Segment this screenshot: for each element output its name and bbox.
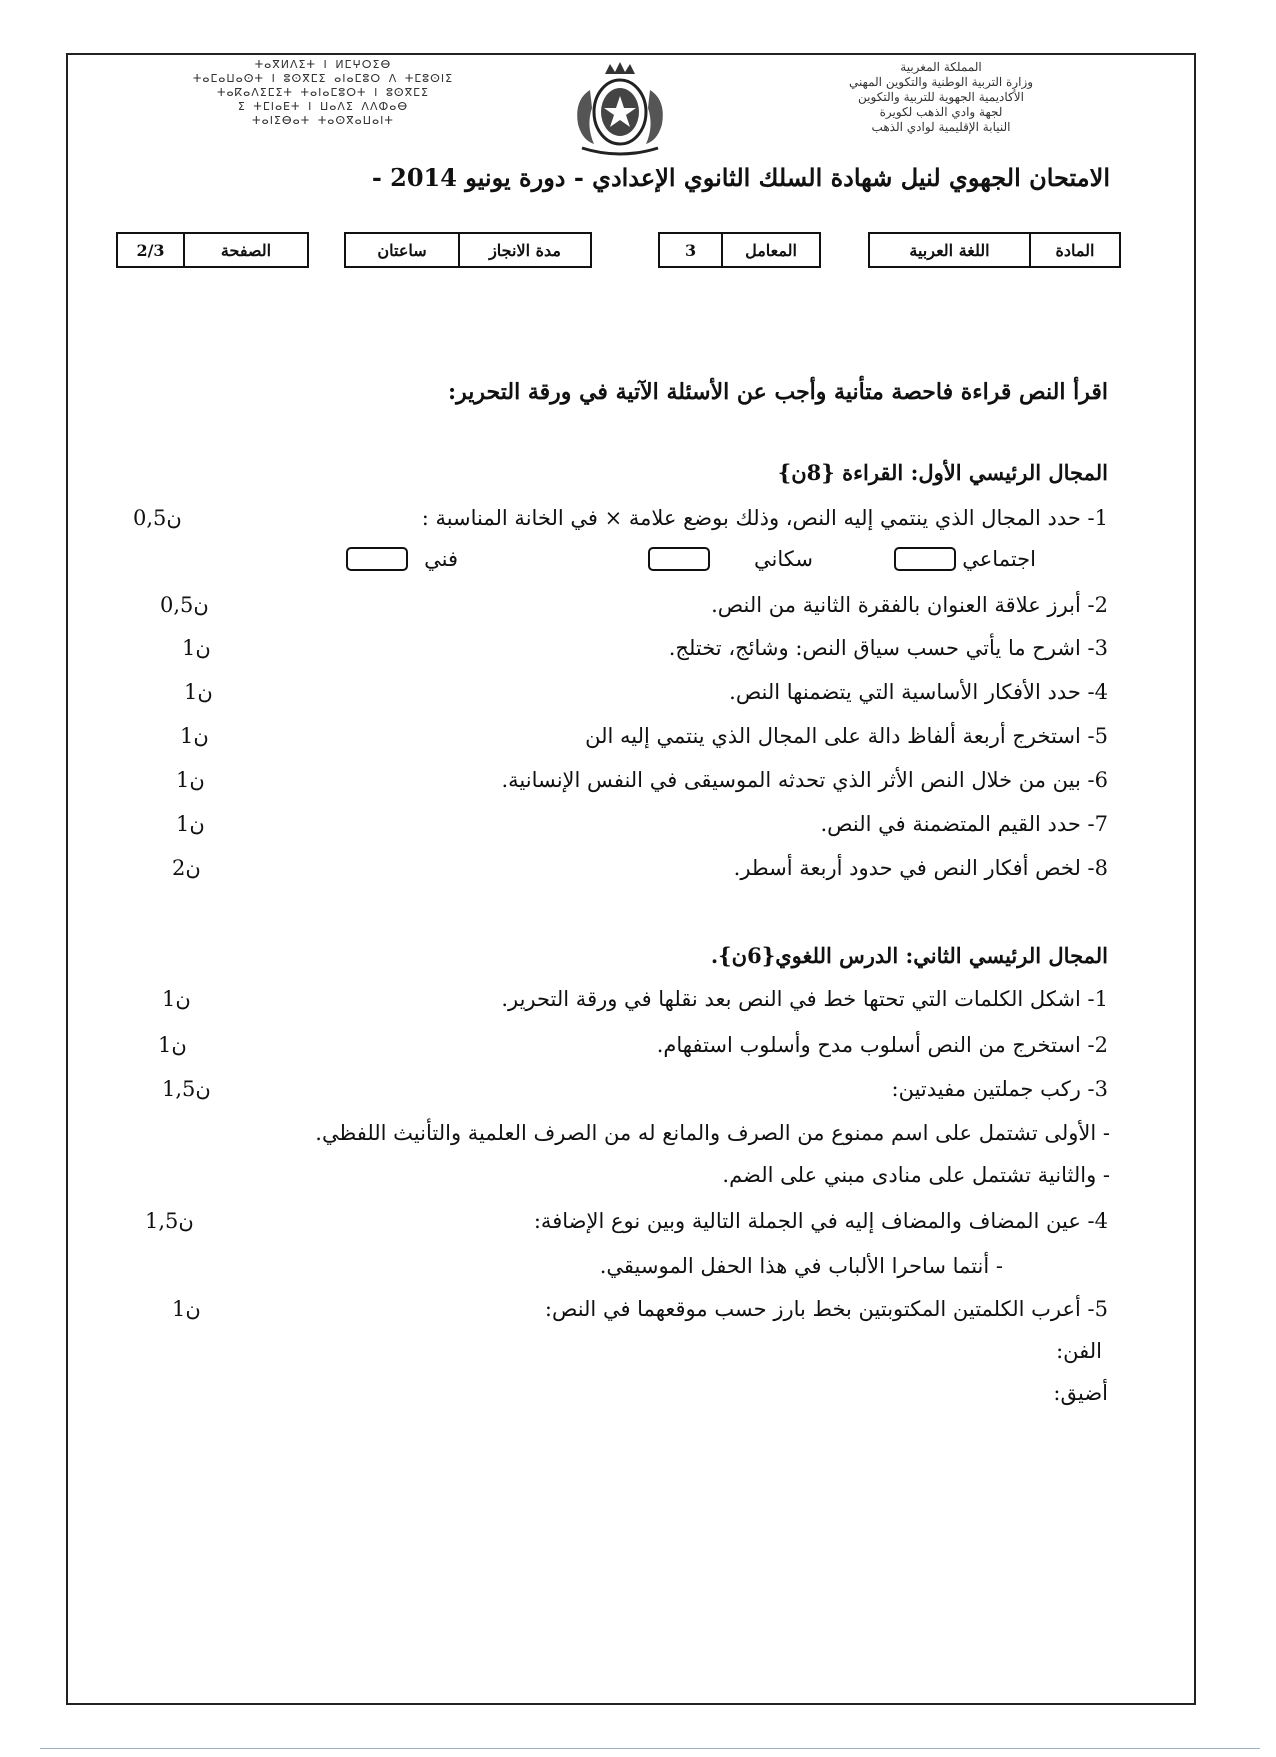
score-2-5: ن1 (172, 1297, 201, 1321)
subject-value: اللغة العربية (870, 234, 1031, 266)
question-2-5: 5- أعرب الكلمتين المكتوبتين بخط بارز حسب موقعهما في النص: (544, 1297, 1108, 1321)
question-1-4: 4- حدد الأفكار الأساسية التي يتضمنها النص. (729, 680, 1108, 704)
choice-art (346, 547, 458, 571)
tifinagh-header: ⵜⴰⴳⵍⴷⵉⵜ ⵏ ⵍⵎⵖⵔⵉⴱ ⵜⴰⵎⴰⵡⴰⵙⵜ ⵏ ⵓⵙⴳⵎⵉ ⴰⵏⴰⵎⵓⵔ ⴷ ⵜⵎⵓⵙⵏⵉ ⵜⴰⴽⴰⴷⵉⵎⵉⵜ ⵜⴰⵏⴰⵎⵓⵔⵜ ⵏ ⵓⵙⴳⵎⵉ ⵉ ⵜⵎⵏⴰⴹⵜ ⵏ ⵡⴰⴷⵉ ⴷⴷⵀⴰⴱ ⵜⴰⵏⵉⴱⴰⵜ ⵜⴰⵙⴳⴰⵡⴰⵏⵜ (192, 58, 454, 127)
question-2-3-a: - الأولى تشتمل على اسم ممنوع من الصرف والمانع له من الصرف العلمية والتأنيث اللفظي. (315, 1121, 1110, 1145)
checkbox-art[interactable] (346, 547, 408, 571)
question-2-3: 3- ركب جملتين مفيدتين: (891, 1077, 1108, 1101)
choice-population (648, 547, 813, 571)
question-2-2: 2- استخرج من النص أسلوب مدح وأسلوب استفهام. (656, 1033, 1108, 1057)
exam-title: الامتحان الجهوي لنيل شهادة السلك الثانوي الإعدادي - دورة يونيو 2014 - (371, 163, 1110, 192)
subject-label: المادة (1055, 240, 1095, 260)
question-2-3-b: - والثانية تشتمل على منادى مبني على الضم. (722, 1163, 1110, 1187)
scan-edge-line (40, 1748, 1260, 1749)
checkbox-population[interactable] (648, 547, 710, 571)
score-1-7: ن1 (176, 812, 205, 836)
subject-box (868, 232, 1121, 268)
word-adyaq: أضيق: (1053, 1381, 1108, 1405)
choice-label: اجتماعي (962, 547, 1036, 571)
question-2-4-sentence: - أنتما ساحرا الألباب في هذا الحفل الموسيقي. (599, 1254, 1003, 1278)
choice-label: سكاني (754, 547, 813, 571)
score-1-6: ن1 (176, 768, 205, 792)
score-2-4: ن1,5 (145, 1209, 194, 1233)
score-1-4: ن1 (184, 680, 213, 704)
coefficient-value: 3 (660, 234, 723, 266)
instruction: اقرأ النص قراءة فاحصة متأنية وأجب عن الأسئلة الآتية في ورقة التحرير: (448, 379, 1108, 405)
score-2-2: ن1 (158, 1033, 187, 1057)
score-1-5: ن1 (180, 724, 209, 748)
duration-box (344, 232, 592, 268)
ministry-header: المملكة المغربية وزارة التربية الوطنية والتكوين المهني الأكاديمية الجهوية للتربية والتكوين لجهة وادي الذهب لكويرة النيابة الإقليمية لوادي الذهب (848, 60, 1034, 134)
choice-social (894, 547, 1036, 571)
score-2-1: ن1 (162, 987, 191, 1011)
score-1-8: ن2 (172, 856, 201, 880)
score-1-2: ن0,5 (160, 593, 209, 617)
question-1-1: 1- حدد المجال الذي ينتمي إليه النص، وذلك بوضع علامة × في الخانة المناسبة : (421, 506, 1108, 530)
score-2-3: ن1,5 (162, 1077, 211, 1101)
duration-value: ساعتان (346, 234, 460, 266)
question-2-4: 4- عين المضاف والمضاف إليه في الجملة التالية وبين نوع الإضافة: (533, 1209, 1108, 1233)
royal-coat-of-arms-icon (560, 60, 680, 162)
section1-heading: المجال الرئيسي الأول: القراءة {8ن} (777, 460, 1108, 485)
question-1-5: 5- استخرج أربعة ألفاظ دالة على المجال الذي ينتمي إليه الن (585, 724, 1108, 748)
question-2-1: 1- اشكل الكلمات التي تحتها خط في النص بعد نقلها في ورقة التحرير. (501, 987, 1108, 1011)
choice-label: فني (424, 547, 458, 571)
section2-heading: المجال الرئيسي الثاني: الدرس اللغوي{6ن}. (710, 943, 1108, 968)
checkbox-social[interactable] (894, 547, 956, 571)
duration-label: مدة الانجاز (489, 240, 561, 260)
page-box (116, 232, 309, 268)
score-1-3: ن1 (182, 636, 211, 660)
question-1-2: 2- أبرز علاقة العنوان بالفقرة الثانية من النص. (711, 593, 1108, 617)
question-1-6: 6- بين من خلال النص الأثر الذي تحدثه الموسيقى في النفس الإنسانية. (501, 768, 1108, 792)
question-1-7: 7- حدد القيم المتضمنة في النص. (820, 812, 1108, 836)
question-1-8: 8- لخص أفكار النص في حدود أربعة أسطر. (733, 856, 1108, 880)
page-value: 2/3 (118, 234, 185, 266)
question-1-3: 3- اشرح ما يأتي حسب سياق النص: وشائج، تختلج. (668, 636, 1108, 660)
coefficient-box (658, 232, 821, 268)
score-1-1: ن0,5 (133, 506, 182, 530)
page-label: الصفحة (220, 240, 272, 260)
coefficient-label: المعامل (745, 240, 797, 260)
word-al-fann: الفن: (1056, 1339, 1102, 1363)
